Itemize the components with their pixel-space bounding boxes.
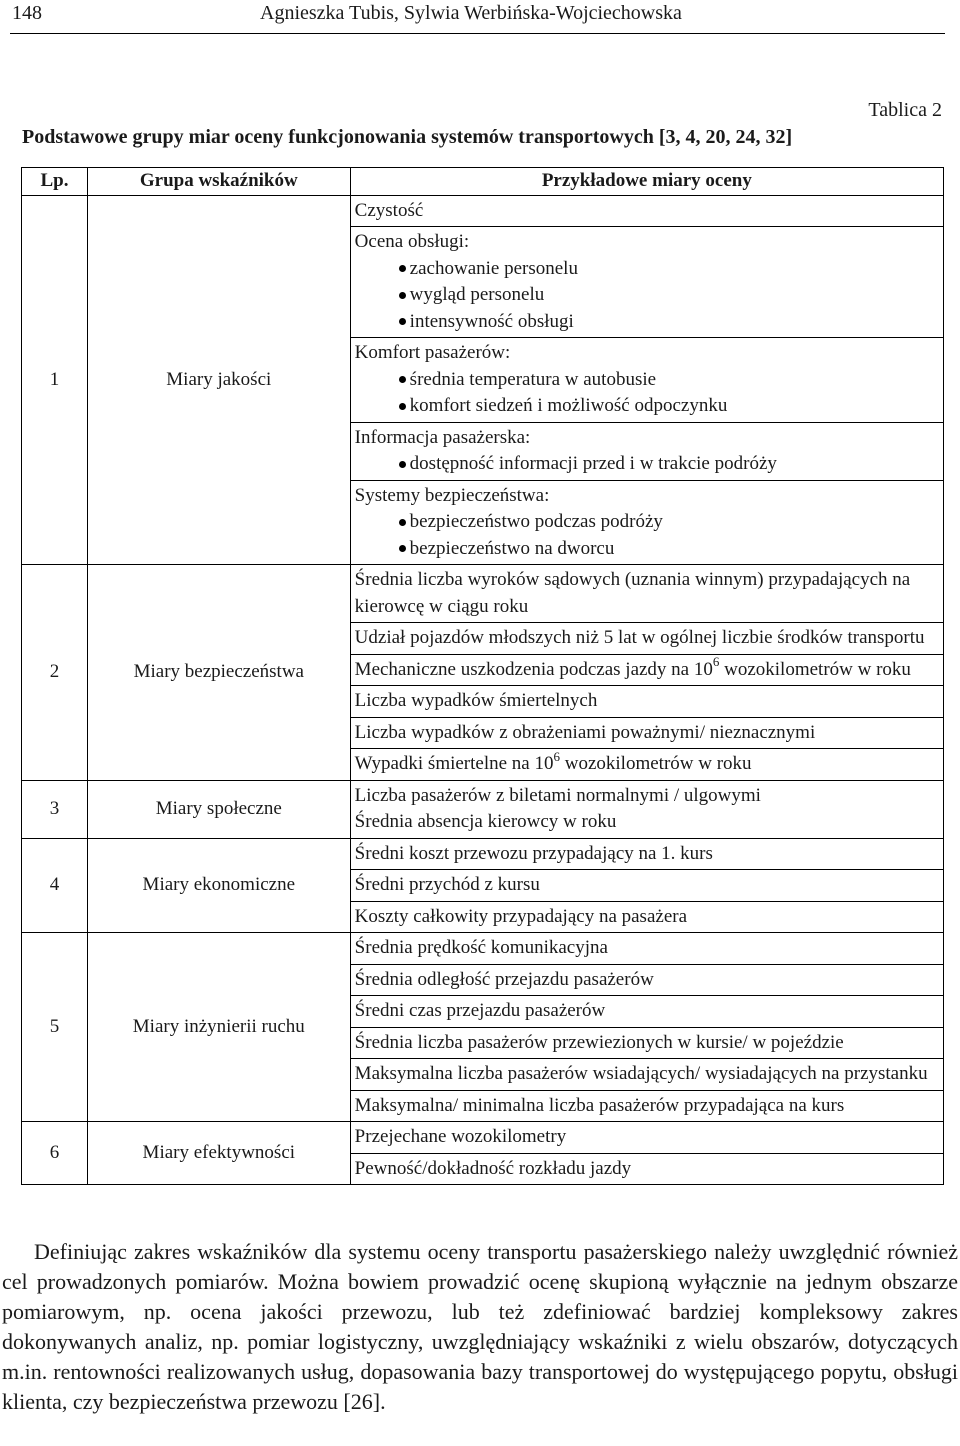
bullet-item bbox=[355, 367, 939, 394]
measure-cell: Średnia odległość przejazdu pasażerów bbox=[350, 964, 943, 996]
table-row bbox=[22, 1122, 944, 1154]
bullet-dot-icon bbox=[399, 519, 406, 526]
measure-title: Liczba pasażerów z biletami normalnymi / ulgowymi bbox=[354, 784, 761, 806]
row-number: 2 bbox=[22, 565, 88, 781]
bullet-text: średnia temperatura w autobusie bbox=[409, 368, 657, 390]
row-number: 6 bbox=[22, 1122, 88, 1185]
bullet-item bbox=[355, 509, 939, 536]
measure-cell: Średnia liczba pasażerów przewiezionych w kursie/ w pojeździe bbox=[350, 1027, 943, 1059]
measure-cell: Udział pojazdów młodszych niż 5 lat w ogólnej liczbie środków transportu bbox=[350, 623, 943, 655]
table-row bbox=[22, 565, 944, 623]
measure-cell: Koszty całkowity przypadający na pasażera bbox=[350, 901, 943, 933]
bullet-text: bezpieczeństwo podczas podróży bbox=[409, 511, 663, 532]
measure-cell bbox=[350, 480, 943, 565]
measure-text: Mechaniczne uszkodzenia podczas jazdy na 10 bbox=[354, 658, 713, 680]
bullet-text: intensywność obsługi bbox=[409, 310, 574, 332]
measure-cell: Liczba wypadków śmiertelnych bbox=[350, 686, 943, 718]
measure-text: wozokilometrów w roku bbox=[719, 658, 911, 680]
exponent: 6 bbox=[712, 654, 720, 670]
header-lp: Lp. bbox=[22, 168, 88, 196]
measure-cell bbox=[350, 338, 943, 423]
table-label: Tablica 2 bbox=[868, 99, 942, 121]
exponent: 6 bbox=[553, 748, 560, 764]
row-number: 5 bbox=[22, 933, 88, 1122]
bullet-item bbox=[355, 309, 939, 336]
bullet-dot-icon bbox=[399, 265, 406, 272]
measure-cell: Średni przychód z kursu bbox=[350, 870, 943, 902]
measure-cell: Pewność/dokładność rozkładu jazdy bbox=[350, 1153, 943, 1185]
measure-title: Systemy bezpieczeństwa: bbox=[354, 484, 550, 506]
measure-title: Komfort pasażerów: bbox=[354, 342, 511, 363]
table-row bbox=[22, 780, 944, 838]
body-text bbox=[2, 1237, 958, 1417]
bullet-text: wygląd personelu bbox=[409, 284, 545, 305]
bullet-dot-icon bbox=[399, 318, 406, 325]
page-number: 148 bbox=[12, 2, 42, 24]
bullet-dot-icon bbox=[399, 403, 406, 410]
measure-text: wozokilometrów w roku bbox=[560, 753, 752, 774]
measure-cell bbox=[350, 227, 943, 338]
measure-cell: Maksymalna/ minimalna liczba pasażerów przypadająca na kurs bbox=[350, 1090, 943, 1122]
bullet-dot-icon bbox=[399, 545, 406, 552]
measure-cell: Średnia liczba wyroków sądowych (uznania winnym) przypadających na kierowcę w ciągu roku bbox=[350, 565, 943, 623]
group-name: Miary efektywności bbox=[87, 1122, 350, 1185]
measure-title: Ocena obsługi: bbox=[354, 231, 470, 252]
table-title: Podstawowe grupy miar oceny funkcjonowania systemów transportowych [3, 4, 20, 24, 32] bbox=[22, 126, 793, 148]
measure-cell: Średnia prędkość komunikacyjna bbox=[350, 933, 943, 965]
measure-cell bbox=[350, 654, 943, 686]
measure-cell: Maksymalna liczba pasażerów wsiadających/ wysiadających na przystanku bbox=[350, 1059, 943, 1091]
group-name: Miary inżynierii ruchu bbox=[87, 933, 350, 1122]
bullet-dot-icon bbox=[399, 461, 406, 468]
bullet-text: dostępność informacji przed i w trakcie podróży bbox=[409, 453, 777, 474]
measure-cell bbox=[350, 422, 943, 480]
table-row bbox=[22, 838, 944, 870]
group-name: Miary bezpieczeństwa bbox=[87, 565, 350, 781]
bullet-dot-icon bbox=[399, 292, 406, 299]
measure-title: Czystość bbox=[354, 199, 424, 221]
measure-text: Wypadki śmiertelne na 10 bbox=[354, 753, 554, 774]
row-number: 3 bbox=[22, 780, 88, 838]
header-measures: Przykładowe miary oceny bbox=[350, 168, 943, 196]
measure-title: Średnia absencja kierowcy w roku bbox=[354, 811, 617, 832]
bullet-item bbox=[355, 536, 939, 563]
measure-cell: Średni czas przejazdu pasażerów bbox=[350, 996, 943, 1028]
measure-cell: Przejechane wozokilometry bbox=[350, 1122, 943, 1154]
row-number: 4 bbox=[22, 838, 88, 933]
bullet-item bbox=[355, 256, 939, 283]
measure-cell bbox=[350, 749, 943, 781]
bullet-item bbox=[355, 393, 939, 420]
table-header-row bbox=[22, 168, 944, 196]
measure-cell bbox=[350, 195, 943, 227]
header-group: Grupa wskaźników bbox=[87, 168, 350, 196]
group-name: Miary jakości bbox=[87, 195, 350, 565]
bullet-text: zachowanie personelu bbox=[409, 257, 578, 279]
bullet-text: bezpieczeństwo na dworcu bbox=[409, 537, 615, 559]
measures-table bbox=[21, 167, 944, 1185]
page-header bbox=[10, 0, 945, 34]
table-row bbox=[22, 195, 944, 227]
measure-cell bbox=[350, 780, 943, 838]
group-name: Miary ekonomiczne bbox=[87, 838, 350, 933]
measure-title: Informacja pasażerska: bbox=[354, 426, 531, 448]
running-head-authors: Agnieszka Tubis, Sylwia Werbińska-Wojciechowska bbox=[260, 2, 682, 24]
bullet-item bbox=[355, 451, 939, 478]
bullet-item bbox=[355, 282, 939, 309]
table-row bbox=[22, 933, 944, 965]
paragraph: Definiując zakres wskaźników dla systemu oceny transportu pasażerskiego należy uwzględnić również cel prowadzonych pomiarów. Można bowiem prowadzić ocenę skupioną wyłącznie na jednym obszarze pomiarowym, np. ocena jakości przewozu, lub też zdefiniować bardziej kompleksowy zakres dokonywanych analiz, np. pomiar logistyczny, uwzględniający wskaźniki z wielu obszarów, dotyczących m.in. rentowności realizowanych usług, dopasowania bazy transportowej do występującego popytu, obsługi klienta, czy bezpieczeństwa przewozu [26]. bbox=[2, 1239, 958, 1414]
measure-cell: Liczba wypadków z obrażeniami poważnymi/ nieznacznymi bbox=[350, 717, 943, 749]
row-number: 1 bbox=[22, 195, 88, 565]
bullet-dot-icon bbox=[399, 376, 406, 383]
measure-cell: Średni koszt przewozu przypadający na 1. kurs bbox=[350, 838, 943, 870]
group-name: Miary społeczne bbox=[87, 780, 350, 838]
bullet-text: komfort siedzeń i możliwość odpoczynku bbox=[409, 395, 728, 416]
